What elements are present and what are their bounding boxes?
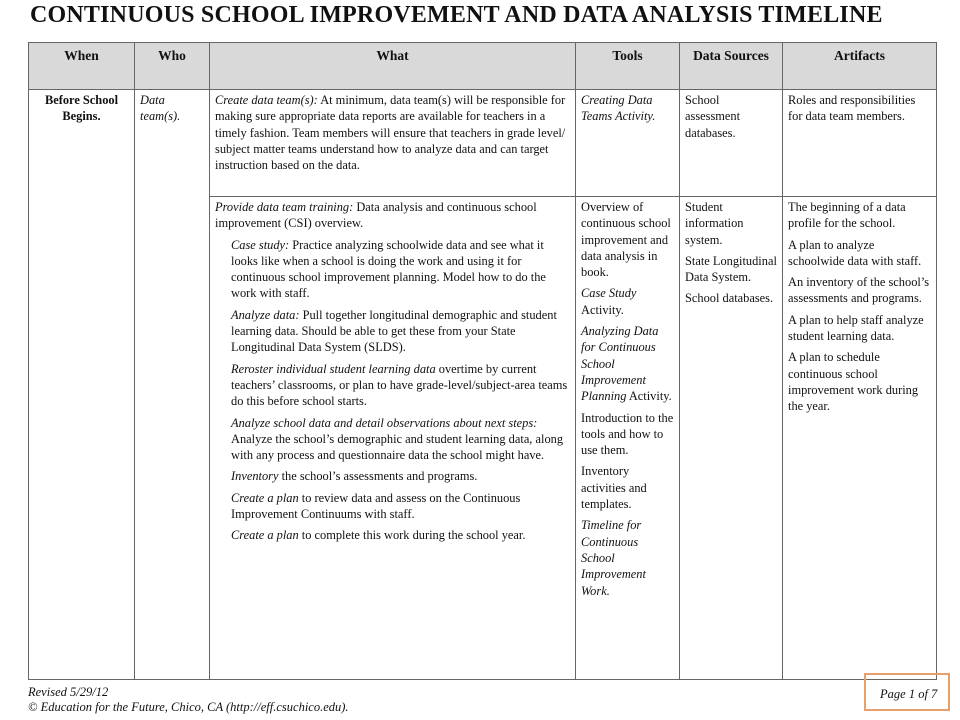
page-current: 1 bbox=[908, 687, 916, 701]
column-header: What bbox=[210, 43, 576, 90]
what-item: Reroster individual student learning data overtime by current teachers’ classrooms, or plan to have grade-level/subject-area teams do this before school starts. bbox=[231, 361, 568, 409]
column-header: When bbox=[29, 43, 135, 90]
what-item: Create a plan to complete this work during the school year. bbox=[231, 528, 526, 543]
table-row bbox=[29, 90, 937, 197]
tools-cell: Creating Data Teams Activity. bbox=[576, 90, 680, 197]
page-middle: of bbox=[915, 687, 932, 701]
footer bbox=[28, 685, 349, 715]
what-label: Create data team(s): bbox=[215, 93, 318, 107]
artifact-item: A plan to analyze schoolwide data with staff. bbox=[788, 237, 922, 268]
column-header: Artifacts bbox=[783, 43, 937, 90]
revised-date: Revised 5/29/12 bbox=[28, 685, 109, 699]
sources-cell bbox=[680, 197, 783, 680]
column-header: Tools bbox=[576, 43, 680, 90]
tool-item: Inventory activities and templates. bbox=[581, 464, 647, 512]
artifacts-cell bbox=[783, 197, 937, 680]
column-header: Who bbox=[135, 43, 210, 90]
tool-item: Analyzing Data for Continuous School Improvement Planning Activity. bbox=[581, 324, 672, 404]
what-item: Analyze school data and detail observations about next steps: Analyze the school’s demographic and student learning data, along with any process and questionnaire data the school might have. bbox=[231, 415, 564, 463]
source-item: School databases. bbox=[685, 291, 774, 306]
source-item: State Longitudinal Data System. bbox=[685, 253, 777, 285]
artifacts-cell: Roles and responsibilities for data team members. bbox=[783, 90, 937, 197]
table-header-row bbox=[29, 43, 937, 90]
what-item: Case study: Practice analyzing schoolwide data and see what it looks like when a school is doing the work and using it for continuous school improvement planning. Model how to do the work with staff. bbox=[231, 237, 546, 301]
when-cell: Before School Begins. bbox=[29, 90, 135, 680]
what-item: Provide data team training: Data analysis and continuous school improvement (CSI) overview. bbox=[215, 200, 537, 231]
artifact-item: A plan to help staff analyze student learning data. bbox=[788, 312, 924, 344]
copyright: © Education for the Future, Chico, CA (http://eff.csuchico.edu). bbox=[28, 700, 349, 714]
tools-cell bbox=[576, 197, 680, 680]
sources-cell: School assessment databases. bbox=[680, 90, 783, 197]
what-item: Create a plan to review data and assess on the Continuous Improvement Continuums with staff. bbox=[231, 490, 521, 522]
what-item: Analyze data: Pull together longitudinal demographic and student learning data. Should be able to get these from your State Longitudinal Data System (SLDS). bbox=[231, 307, 557, 355]
what-cell bbox=[210, 197, 576, 680]
page-title: CONTINUOUS SCHOOL IMPROVEMENT AND DATA ANALYSIS TIMELINE bbox=[30, 2, 883, 28]
page-indicator bbox=[880, 687, 937, 702]
page-prefix: Page bbox=[880, 687, 909, 701]
column-header: Data Sources bbox=[680, 43, 783, 90]
who-cell: Data team(s). bbox=[135, 90, 210, 680]
artifact-item: An inventory of the school’s assessments and programs. bbox=[788, 275, 930, 306]
what-text: At minimum, data team(s) will be responsible for making sure appropriate data reports are available for teachers in a timely fashion. Team members will ensure that teachers in grade level/ subject matter teams understand how to analyze data and can target instruction based on the data. bbox=[215, 93, 566, 173]
timeline-table bbox=[28, 42, 937, 680]
tool-item: Introduction to the tools and how to use them. bbox=[581, 410, 674, 458]
tool-item: Case Study Activity. bbox=[581, 286, 637, 317]
page-total: 7 bbox=[931, 687, 938, 701]
artifact-item: A plan to schedule continuous school improvement work during the year. bbox=[788, 350, 919, 414]
what-item: Inventory the school’s assessments and programs. bbox=[231, 469, 478, 484]
source-item: Student information system. bbox=[685, 200, 744, 247]
tool-item: Overview of continuous school improvement and data analysis in book. bbox=[581, 200, 671, 280]
what-cell bbox=[210, 90, 576, 197]
tool-item: Timeline for Continuous School Improvement Work. bbox=[581, 518, 646, 598]
artifact-item: The beginning of a data profile for the school. bbox=[788, 200, 906, 231]
